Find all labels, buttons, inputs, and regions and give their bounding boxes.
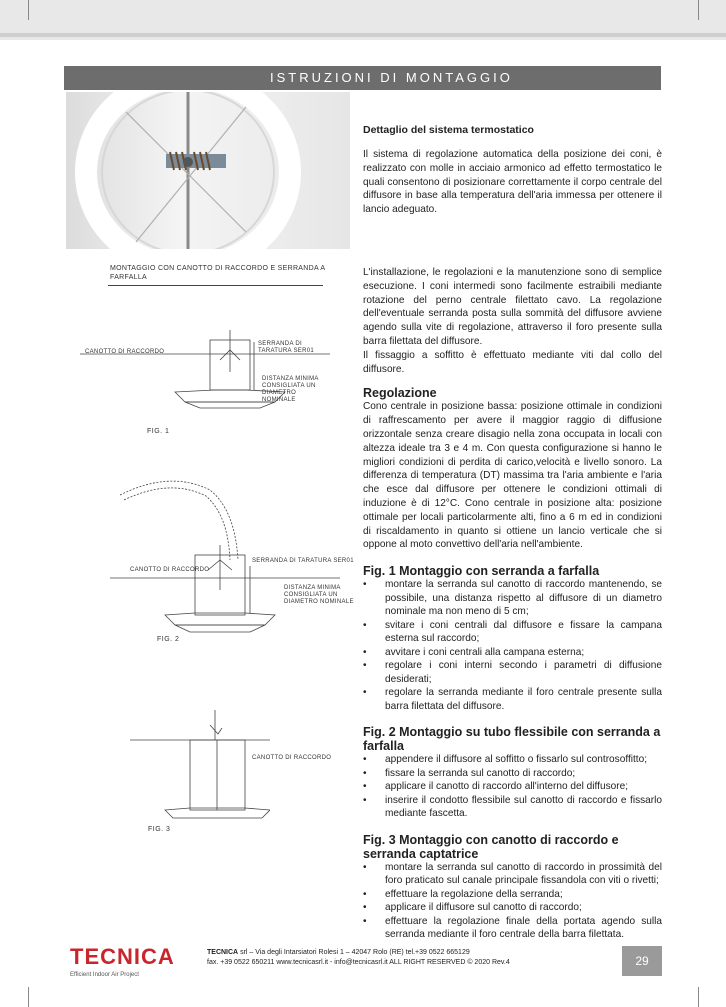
thermostatic-detail-photo [66, 92, 350, 249]
fig2-heading: Fig. 2 Montaggio su tubo flessibile con serranda a farfalla [363, 725, 661, 754]
installation-text: L'installazione, le regolazioni e la manutenzione sono di semplice esecuzione. I coni intermedi sono facilmente estraibili mediante rotazione del perno centrale filettato cavo. La regolazione dell'eventuale serranda posta sulla sommità del diffusore avviene agendo sulla vite di regolazione, attraverso il foro presente sulla barra filettata del diffusore. [363, 267, 662, 347]
regolazione-heading: Regolazione [363, 386, 437, 401]
fig2-list [363, 753, 662, 821]
footer-line1: srl – Via degli Intarsiatori Rolesi 1 – 42047 Rolo (RE) tel.+39 0522 665129 [240, 949, 470, 956]
list-item: • appendere il diffusore al soffitto o fissarlo sul controsoffitto; [363, 753, 662, 767]
list-item: • applicare il canotto di raccordo all'interno del diffusore; [363, 780, 662, 794]
fig3-drawing [130, 700, 270, 830]
fig2-label: FIG. 2 [157, 636, 180, 643]
drawings-title: MONTAGGIO CON CANOTTO DI RACCORDO E SERRANDA A FARFALLA [110, 265, 326, 281]
crop-mark [28, 987, 29, 1007]
fixing-text: Il fissaggio a soffitto è effettuato mediante viti dal collo del diffusore. [363, 349, 662, 375]
crop-mark [698, 987, 699, 1007]
footer-company: TECNICA [207, 949, 239, 956]
fig2-serranda-label: SERRANDA DI TARATURA SER01 [252, 558, 354, 564]
fig1-label: FIG. 1 [147, 428, 170, 435]
list-item: • avvitare i coni centrali alla campana esterna; [363, 646, 662, 660]
fig3-heading: Fig. 3 Montaggio con canotto di raccordo e serranda captatrice [363, 832, 619, 861]
footer-line2: fax. +39 0522 650211 www.tecnicasrl.it - info@tecnicasrl.it ALL RIGHT RESERVED © 2020 Rev.4 [207, 959, 510, 966]
list-item: • montare la serranda sul canotto di raccordo mantenendo, se possibile, una distanza rispetto al diffusore di un diametro nominale ma non meno di 5 cm; [363, 578, 662, 619]
tecnica-logo [70, 944, 175, 978]
list-item: • regolare i coni interni secondo i parametri di diffusione desiderati; [363, 659, 662, 686]
crop-mark [28, 0, 29, 20]
crop-mark [698, 0, 699, 20]
fig3-label: FIG. 3 [148, 826, 171, 833]
fig1-canotto-label: CANOTTO DI RACCORDO [85, 349, 165, 355]
list-item: • applicare il diffusore sul canotto di raccordo; [363, 901, 662, 915]
fig1-serranda-label: SERRANDA DI TARATURA SER01 [258, 341, 314, 354]
logo-tagline: Efficient Indoor Air Project [70, 972, 139, 978]
list-item: • montare la serranda sul canotto di raccordo in prossimità del foro praticato sul canale principale fissandola con viti o rivetti; [363, 861, 662, 888]
top-bar-strip [0, 33, 726, 37]
fig1-list [363, 578, 662, 713]
logo-wordmark: TECNICA [70, 944, 175, 969]
fig3-list [363, 861, 662, 942]
list-item: • inserire il condotto flessibile sul canotto di raccordo e fissarlo mediante fascetta. [363, 794, 662, 821]
list-item: • effettuare la regolazione finale della portata agendo sulla serranda mediante il foro centrale della barra filettata. [363, 915, 662, 942]
list-item: • effettuare la regolazione della serranda; [363, 888, 662, 902]
intro-text: Il sistema di regolazione automatica della posizione dei coni, è realizzato con molle in acciaio armonico ad effetto termostatico le quali consentono di posizionare correttamente il corpo centrale del diffusore in base alla temperatura dell'aria immessa per ottenere il lancio adeguato. [363, 149, 662, 216]
list-item: • regolare la serranda mediante il foro centrale presente sulla barra filettata del diffusore. [363, 686, 662, 713]
fig3-canotto-label: CANOTTO DI RACCORDO [252, 755, 332, 761]
fig2-canotto-label: CANOTTO DI RACCORDO [130, 567, 210, 573]
top-bar [0, 0, 726, 40]
section-header: ISTRUZIONI DI MONTAGGIO [64, 66, 661, 90]
fig2-distanza-label: DISTANZA MINIMA CONSIGLIATA UN DIAMETRO NOMINALE [284, 585, 354, 605]
list-item: • svitare i coni centrali dal diffusore e fissare la campana esterna sul raccordo; [363, 619, 662, 646]
footer-contact [207, 948, 510, 968]
regolazione-text: Cono centrale in posizione bassa: posizione ottimale in condizioni di raffrescamento per avere il maggior raggio di diffusione orizzontale senza creare disagio nella zona occupata in locali con altezza ideale tra 3 e 4 m. Con questa configurazione si hanno le migliori condizioni di perdita di carico,velocità e livello sonoro. La differenza di temperatura (DT) massima tra l'aria ambiente e l'aria che esce dal diffusore per ottenere le condizioni ottimali di induzione è di 12°C. Cono centrale in posizione alta: posizione ottimale per locali particolarmente alti, fino a 6 m ed in condizioni di riscaldamento in quanto si ottiene un lancio verticale che si oppone al moto convettivo dell'aria nell'ambiente. [363, 401, 662, 551]
list-item: • fissare la serranda sul canotto di raccordo; [363, 767, 662, 781]
drawings-title-rule [108, 285, 323, 286]
fig1-distanza-label: DISTANZA MINIMA CONSIGLIATA UN DIAMETRO NOMINALE [262, 376, 319, 403]
page-number: 29 [622, 946, 662, 976]
fig1-heading: Fig. 1 Montaggio con serranda a farfalla [363, 564, 600, 579]
intro-heading: Dettaglio del sistema termostatico [363, 124, 534, 136]
